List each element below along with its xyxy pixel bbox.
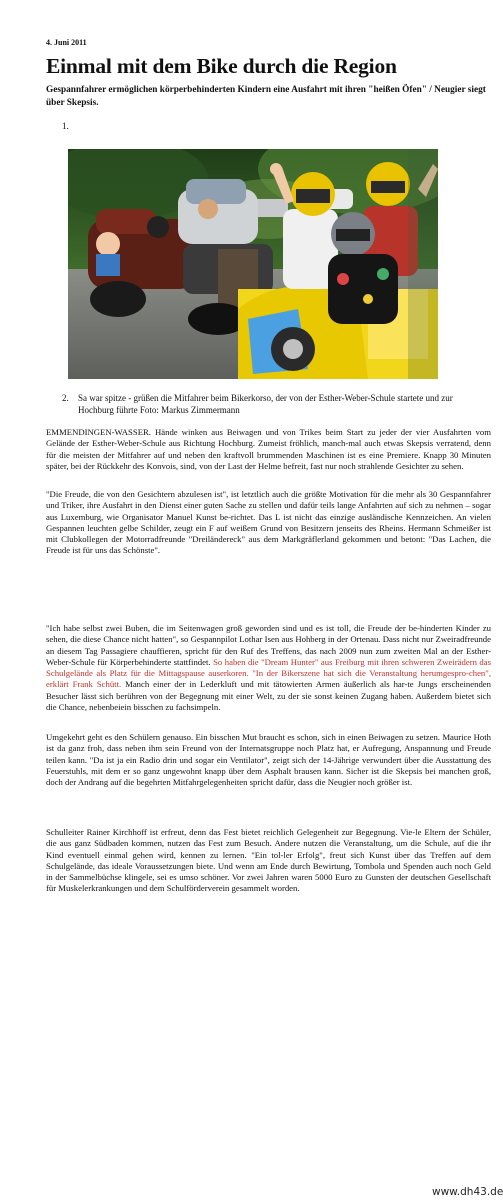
caption-text: Sa war spitze - grüßen die Mitfahrer beim Bikerkorso, der von der Esther-Weber-Schule startete und zur Hochburg führte Foto: Markus Zimmermann [78, 393, 453, 415]
paragraph-5: Schulleiter Rainer Kirchhoff ist erfreut, denn das Fest bietet reichlich Gelegenheit zur Begegnung. Vie-le Eltern der Schüler, die aus ganz Südbaden kommen, nutzen das Fest zum Besuch. Andere nutzen die Veranstaltung, um die Schule, auf die ihr Kind eventuell einmal gehen wird, kennen zu lernen. "Ein tol-ler Erfolg", freut sich Kunst über das Treffen auf dem Schulgelände, das ideale Voraussetzungen biete. Und wenn am Ende durch Bewirtung, Tombola und Spenden auch noch Geld in der Sammelbüchse klingele, sei es umso schöner. Vor zwei Jahren waren 5000 Euro zu Gunsten der deutschen Gesellschaft für Muskelerkrankungen und dem Schulförderverein gesammelt worden. [46, 827, 491, 894]
article-subheadline: Gespannfahrer ermöglichen körperbehinderten Kindern eine Ausfahrt mit ihren "heißen Öfen" / Neugier siegt über Skepsis. [46, 85, 486, 108]
site-watermark: www.dh43.de [432, 1186, 503, 1198]
paragraph-4: Umgekehrt geht es den Schülern genauso. Ein bisschen Mut braucht es schon, sich in einen Beiwagen zu setzen. Maurice Hoth ist da ganz froh, dass neben ihm sein Freund von der Internatsgruppe noch Platz hat, er Aufregung, Anspannung und Freude teilen kann. "Da ist ja ein Radio drin und sogar ein Ventilator", zeigt sich der 14-Jährige verwundert über die Ausstattung des Feuerstuhls, mit dem er so ganz ungewohnt knapp über dem Asphalt brausen kann. Sicher ist die Skepsis bei manchen groß, doch der Andrang auf die begehrten Mitfahrgelegenheiten spricht dafür, dass die Neugier noch größer ist. [46, 732, 491, 788]
image-list-number: 1. [62, 121, 69, 131]
paragraph-3-text-b: Manch einer der in Lederkluft und mit tätowierten Armen äußerlich als har-te Jungs erscheinenden Besucher lässt sich berühren von der Begegnung mit einer Welt, zu der sie sonst keinen Zugang haben. Außerdem bietet sich die Chance, nebenbeiein bisschen zu fachsimpeln. [46, 679, 491, 713]
paragraph-3-red-quote: So haben die "Dream Hunter" aus Freiburg mit ihren schweren Zweirädern das Schulgelände als Platz für die Mittagspause auserkoren. "In der Bikerszene hat sich die Veranstaltung herumgespro-chen", erklärt Frank Schütt. [46, 656, 491, 690]
paragraph-3 [46, 623, 491, 713]
article-photo [68, 149, 438, 379]
paragraph-3-text-a: "Ich habe selbst zwei Buben, die im Seitenwagen groß geworden sind und es ist toll, die Freude der be-hinderten Kinder zu sehen, die diese Chance nicht hatten", so Gespannpilot Lothar Isen aus Hohberg in der Ortenau. Dass nicht nur Zweiradfreunde an diesem Tag Passagiere chauffieren, spricht für den Ruf des Treffens, das nach 2009 nun zum zweiten Mal an der Esther-Weber-Schule für Körperbehinderte stattfindet. [46, 623, 491, 667]
paragraph-1: EMMENDINGEN-WASSER. Hände winken aus Beiwagen und von Trikes beim Start zu jeder der vier Ausfahrten vom Gelände der Esther-Weber-Schule aus Richtung Hochburg. Zumeist fröhlich, manch-mal auch etwas Skepsis verratend, denn für die meisten der Mitfahrer auf und neben den kraftvoll brummenden Maschinen ist es eine Premiere. Knapp 30 Minuten später, bei der Rückkehr des Konvois, sind, von der Last der Helme befreit, fast nur noch strahlende Gesichter zu sehen. [46, 427, 491, 471]
paragraph-2: "Die Freude, die von den Gesichtern abzulesen ist", ist letztlich auch die größte Motivation für die mehr als 30 Gespannfahrer und Triker, ihre Ausfahrt in den Dienst einer guten Sache zu stellen und dafür teils lange Anfahrten auf sich zu nehmen – sogar aus Luxemburg, wie Organisator Manuel Kunst be-richtet. Das L ist nicht das einzige ausländische Kennzeichen. An vielen Gespannen leuchten gelbe Schilder, zeugt ein F auf weißem Grund von Besitzern jenseits des Rheins. Hermann Schmeißer ist mit Clubkollegen der Motorradfreunde "Dreiländereck" aus dem Markgräflerland gekommen und betont: "Das Lachen, die Freude ist für uns das Schönste". [46, 489, 491, 556]
article-date: 4. Juni 2011 [46, 38, 87, 47]
caption-list-number: 2. [62, 393, 69, 403]
article-headline: Einmal mit dem Bike durch die Region [46, 54, 397, 78]
